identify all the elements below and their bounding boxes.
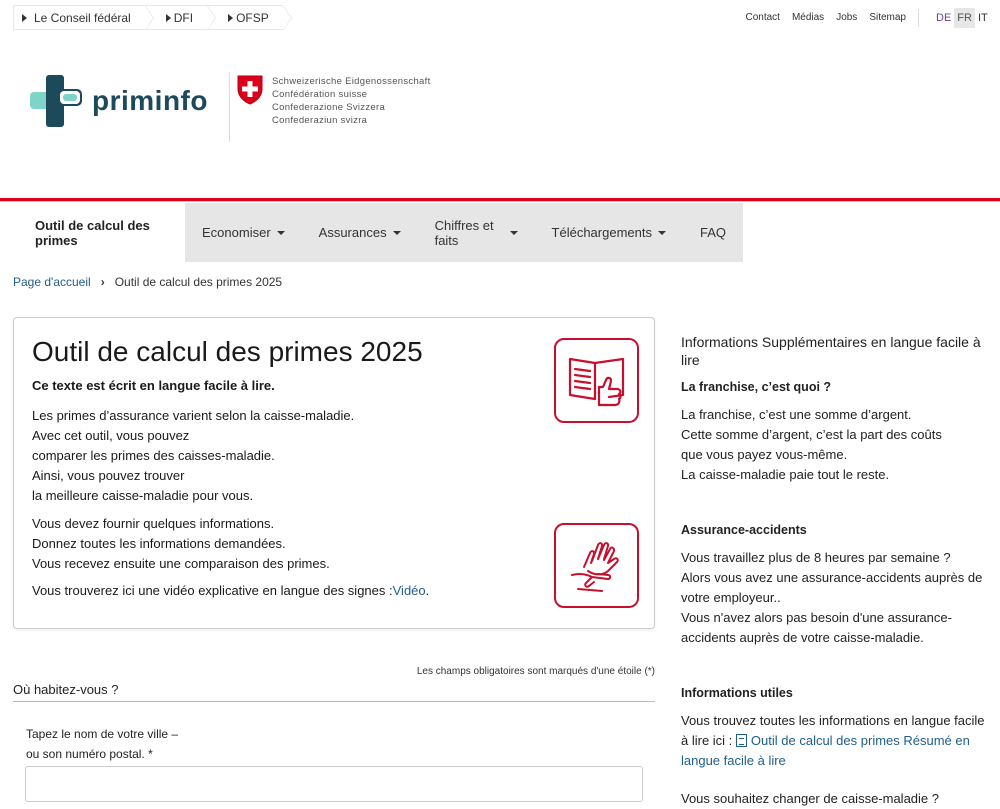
lang-de[interactable]: DE <box>936 12 952 24</box>
franchise-text <box>681 405 991 485</box>
nav-label: Economiser <box>202 225 271 240</box>
text-line: Ainsi, vous pouvez trouver <box>32 468 185 483</box>
accident-text <box>681 548 991 648</box>
breadcrumb-home-link[interactable]: Page d'accueil <box>13 275 91 289</box>
text-line: Vous travaillez plus de 8 heures par semaine ? <box>681 550 951 565</box>
top-link-jobs[interactable]: Jobs <box>836 12 858 23</box>
easy-read-notice: Ce texte est écrit en langue facile à lire. <box>32 378 275 393</box>
franchise-heading: La franchise, c’est quoi ? <box>681 380 832 394</box>
text-line: la meilleure caisse-maladie pour vous. <box>32 488 254 503</box>
page-title: Outil de calcul des primes 2025 <box>32 336 423 367</box>
form-section-title: Où habitez-vous ? <box>13 682 119 697</box>
easy-read-summary-link[interactable]: Outil de calcul des primes Résumé en langue facile à lire <box>681 733 970 768</box>
language-switcher <box>933 8 991 28</box>
info-text <box>681 711 991 771</box>
divider <box>0 201 1000 202</box>
caret-down-icon <box>393 231 401 235</box>
text-line: Avec cet outil, vous pouvez <box>32 428 190 443</box>
breadcrumb-current: Outil de calcul des primes 2025 <box>114 275 283 289</box>
top-breadcrumb-item-ofsp[interactable] <box>207 5 283 30</box>
main-navigation <box>0 203 1000 262</box>
crumb-label: DFI <box>173 10 194 25</box>
caret-right-icon <box>228 14 233 22</box>
caret-right-icon <box>166 14 171 22</box>
text-line: La franchise, c’est une somme d’argent. <box>681 407 912 422</box>
swiss-coat-of-arms-icon <box>237 75 263 105</box>
text-line: Vous recevez ensuite une comparaison des primes. <box>32 556 330 571</box>
top-link-medias[interactable]: Médias <box>791 12 825 23</box>
confed-rm: Confederaziun svizra <box>272 115 368 126</box>
top-links <box>745 12 906 23</box>
nav-label: Assurances <box>318 225 387 240</box>
text-line: Donnez toutes les informations demandées. <box>32 536 286 551</box>
sidebar-title: Informations Supplémentaires en langue facile à lire <box>681 334 981 368</box>
nav-item-outil-calcul[interactable] <box>18 203 185 262</box>
top-breadcrumb-item-conseil[interactable] <box>13 5 145 30</box>
top-breadcrumb <box>13 5 283 30</box>
nav-label: Chiffres et faits <box>434 217 494 248</box>
caret-right-icon <box>22 14 27 22</box>
crumb-label: Le Conseil fédéral <box>34 10 131 25</box>
text-line: Les primes d’assurance varient selon la caisse-maladie. <box>32 408 355 423</box>
label-line: Tapez le nom de votre ville – <box>26 727 179 741</box>
info-heading: Informations utiles <box>681 686 793 700</box>
lang-fr[interactable]: FR <box>954 8 975 28</box>
logo-text[interactable]: priminfo <box>92 85 208 116</box>
nav-item-economiser[interactable] <box>185 203 302 262</box>
text-line: Vous n'avez alors pas besoin d'une assurance-accidents auprès de votre caisse-maladie. <box>681 610 952 645</box>
top-link-sitemap[interactable]: Sitemap <box>869 12 906 23</box>
video-suffix: . <box>425 583 430 598</box>
divider <box>229 72 230 142</box>
change-insurer-text: Vous souhaitez changer de caisse-maladie ? <box>681 791 939 806</box>
label-line: ou son numéro postal. * <box>26 747 153 761</box>
crumb-label: OFSP <box>236 10 269 25</box>
text-line: Cette somme d’argent, c’est la part des coûts <box>681 427 942 442</box>
confed-de: Schweizerische Eidgenossenschaft <box>272 76 431 87</box>
nav-item-assurances[interactable] <box>302 203 418 262</box>
priminfo-logo-icon[interactable] <box>30 75 90 130</box>
text-line: Alors vous avez une assurance-accidents auprès de votre employeur.. <box>681 570 983 605</box>
divider <box>13 701 655 702</box>
nav-label: FAQ <box>699 225 726 240</box>
confed-it: Confederazione Svizzera <box>272 102 386 113</box>
easy-read-icon <box>554 338 639 423</box>
text-line: Vous devez fournir quelques informations. <box>32 516 275 531</box>
video-prefix: Vous trouverez ici une vidéo explicative en langue des signes : <box>32 583 393 598</box>
lang-it[interactable]: IT <box>977 12 988 24</box>
easy-read-intro-box <box>13 317 655 629</box>
nav-item-chiffres[interactable] <box>418 203 535 262</box>
top-breadcrumb-item-dfi[interactable] <box>145 5 207 30</box>
accident-heading: Assurance-accidents <box>681 523 807 537</box>
confederation-names <box>272 75 431 127</box>
sign-language-icon <box>554 523 639 608</box>
divider <box>918 9 919 27</box>
confed-fr: Confédération suisse <box>272 89 368 100</box>
top-link-contact[interactable]: Contact <box>745 12 780 23</box>
text-line: comparer les primes des caisses-maladie. <box>32 448 275 463</box>
required-fields-note: Les champs obligatoires sont marqués d'une étoile (*) <box>416 666 655 677</box>
caret-down-icon <box>510 231 518 235</box>
document-icon <box>736 734 747 747</box>
video-line <box>32 583 429 598</box>
sidebar-easy-read-info <box>681 333 991 809</box>
nav-label: Outil de calcul des primes <box>35 217 150 248</box>
text-line: La caisse-maladie paie tout le reste. <box>681 467 890 482</box>
city-field-label <box>26 724 178 764</box>
city-postal-input[interactable] <box>25 766 643 802</box>
chevron-right-icon: › <box>100 275 105 289</box>
caret-down-icon <box>277 231 285 235</box>
nav-item-telechargements[interactable] <box>535 203 683 262</box>
intro-paragraph-2 <box>32 514 330 574</box>
video-link[interactable]: Vidéo <box>392 583 426 598</box>
intro-paragraph-1 <box>32 406 354 506</box>
breadcrumb <box>13 275 282 289</box>
text-line: que vous payez vous-même. <box>681 447 848 462</box>
info-text-body: Vous trouvez toutes les informations en langue facile à lire ici : <box>681 713 985 748</box>
caret-down-icon <box>658 231 666 235</box>
nav-label: Téléchargements <box>551 225 652 240</box>
nav-item-faq[interactable] <box>683 203 743 262</box>
